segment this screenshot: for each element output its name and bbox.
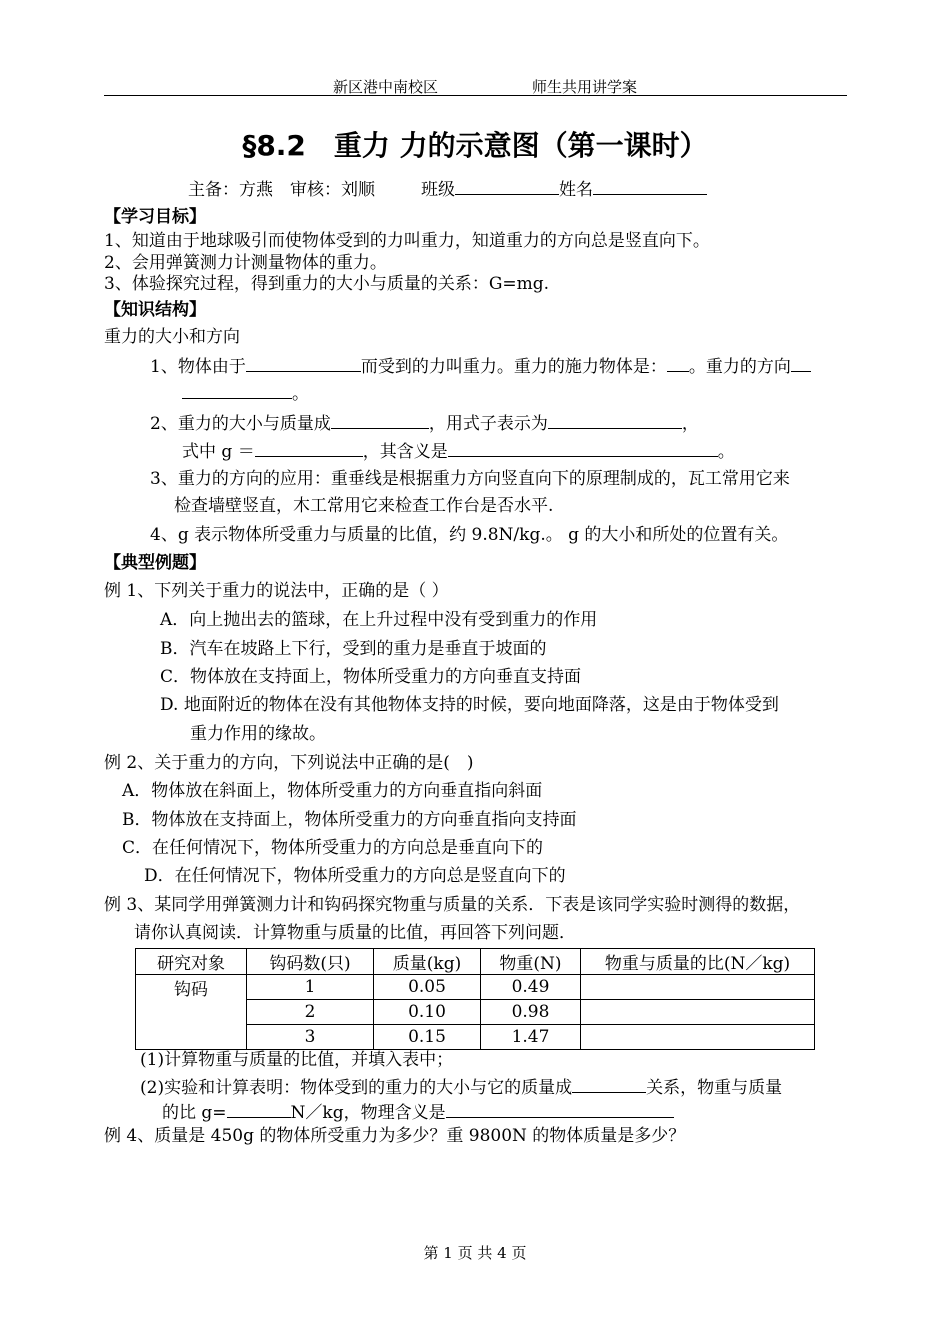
header-school: 新区港中南校区: [333, 78, 439, 96]
example-3-question-2-cont: 的比 g= N／kg，物理含义是: [162, 1100, 674, 1124]
example-3-question-1: (1)计算物重与质量的比值，并填入表中；: [140, 1050, 454, 1070]
object-cell: 钩码: [136, 975, 247, 1050]
example-3-question-2: (2)实验和计算表明：物体受到的重力的大小与它的质量成 关系，物重与质量: [140, 1075, 782, 1099]
column-header: 物重(N): [481, 949, 581, 975]
blank[interactable]: [791, 354, 811, 372]
example-2-option-b: B．物体放在支持面上，物体所受重力的方向垂直指向支持面: [122, 810, 577, 830]
example-2-option-a: A．物体放在斜面上，物体所受重力的方向垂直指向斜面: [122, 781, 543, 801]
table-cell: 0.15: [374, 1025, 481, 1050]
name-label: 姓名: [559, 180, 593, 200]
example-4: 例 4、质量是 450g 的物体所受重力为多少？重 9800N 的物体质量是多少？: [104, 1126, 686, 1146]
knowledge-item-1: 1、物体由于 而受到的力叫重力。重力的施力物体是： 。重力的方向: [150, 354, 811, 378]
blank[interactable]: [227, 1100, 291, 1118]
goals-heading: 【学习目标】: [104, 207, 206, 227]
column-header: 物重与质量的比(N／kg): [581, 949, 815, 975]
example-1-option-d-cont: 重力作用的缘故。: [190, 724, 326, 744]
column-header: 研究对象: [136, 949, 247, 975]
editor-info: 主备：方燕 审核：刘顺: [188, 180, 375, 200]
ratio-input-cell[interactable]: [581, 1025, 815, 1050]
table-cell: 2: [247, 1000, 374, 1025]
examples-heading: 【典型例题】: [104, 553, 206, 573]
knowledge-subheading: 重力的大小和方向: [104, 327, 240, 347]
table-header-row: [136, 949, 815, 975]
example-1-option-a: A．向上抛出去的篮球，在上升过程中没有受到重力的作用: [160, 610, 598, 630]
knowledge-item-2: 2、重力的大小与质量成 ，用式子表示为 ，: [150, 411, 699, 435]
blank[interactable]: [548, 411, 682, 429]
blank[interactable]: [446, 1100, 674, 1118]
ratio-input-cell[interactable]: [581, 1000, 815, 1025]
header-rule: [104, 95, 847, 96]
blank[interactable]: [255, 439, 363, 457]
example-3-stem: 例 3、某同学用弹簧测力计和钩码探究物重与质量的关系．下表是该同学实验时测得的数据，: [104, 895, 801, 915]
table-cell: 0.98: [481, 1000, 581, 1025]
knowledge-item-2-cont: 式中 g ＝ ，其含义是 。: [182, 439, 735, 463]
table-cell: 1.47: [481, 1025, 581, 1050]
knowledge-item-3: 3、重力的方向的应用：重垂线是根据重力方向竖直向下的原理制成的，瓦工常用它来: [150, 469, 790, 489]
table-cell: 0.49: [481, 975, 581, 1000]
blank[interactable]: [331, 411, 429, 429]
example-1-option-b: B．汽车在坡路上下行，受到的重力是垂直于坡面的: [160, 639, 547, 659]
byline: [188, 177, 707, 201]
page-title: §8.2 重力 力的示意图（第一课时）: [242, 129, 708, 162]
name-blank[interactable]: [593, 177, 707, 195]
goal-item: 1、知道由于地球吸引而使物体受到的力叫重力，知道重力的方向总是竖直向下。: [104, 231, 710, 251]
example-3-stem-cont: 请你认真阅读．计算物重与质量的比值，再回答下列问题．: [134, 923, 576, 943]
goal-item: 3、体验探究过程，得到重力的大小与质量的关系：G=mg.: [104, 274, 550, 294]
table-cell: 0.05: [374, 975, 481, 1000]
example-1-stem: 例 1、下列关于重力的说法中，正确的是（ ）: [104, 581, 449, 601]
example-2-option-d: D．在任何情况下，物体所受重力的方向总是竖直向下的: [144, 866, 566, 886]
example-1-option-d: D. 地面附近的物体在没有其他物体支持的时候，要向地面降落，这是由于物体受到: [160, 695, 779, 715]
blank[interactable]: [667, 354, 689, 372]
table-cell: 1: [247, 975, 374, 1000]
table-cell: 0.10: [374, 1000, 481, 1025]
blank[interactable]: [448, 439, 718, 457]
class-blank[interactable]: [455, 177, 559, 195]
example-2-stem: 例 2、关于重力的方向，下列说法中正确的是( ): [104, 753, 474, 773]
column-header: 钩码数(只): [247, 949, 374, 975]
blank[interactable]: [572, 1075, 646, 1093]
knowledge-heading: 【知识结构】: [104, 300, 206, 320]
example-2-option-c: C．在任何情况下，物体所受重力的方向总是垂直向下的: [122, 838, 544, 858]
blank[interactable]: [182, 381, 292, 399]
goal-item: 2、会用弹簧测力计测量物体的重力。: [104, 253, 387, 273]
knowledge-item-3-cont: 检查墙壁竖直，木工常用它来检查工作台是否水平.: [174, 496, 554, 516]
data-table: [135, 948, 815, 1050]
table-row: [136, 975, 815, 1000]
page-footer: 第 1 页 共 4 页: [423, 1244, 527, 1262]
knowledge-item-4: 4、g 表示物体所受重力与质量的比值，约 9.8N/kg.。 g 的大小和所处的位置有关。: [150, 525, 789, 545]
class-label: 班级: [421, 180, 455, 200]
table-cell: 3: [247, 1025, 374, 1050]
ratio-input-cell[interactable]: [581, 975, 815, 1000]
blank[interactable]: [246, 354, 361, 372]
knowledge-item-1-cont: 。: [182, 381, 309, 405]
column-header: 质量(kg): [374, 949, 481, 975]
example-1-option-c: C．物体放在支持面上，物体所受重力的方向垂直支持面: [160, 667, 582, 687]
header-doc-type: 师生共用讲学案: [532, 78, 638, 96]
